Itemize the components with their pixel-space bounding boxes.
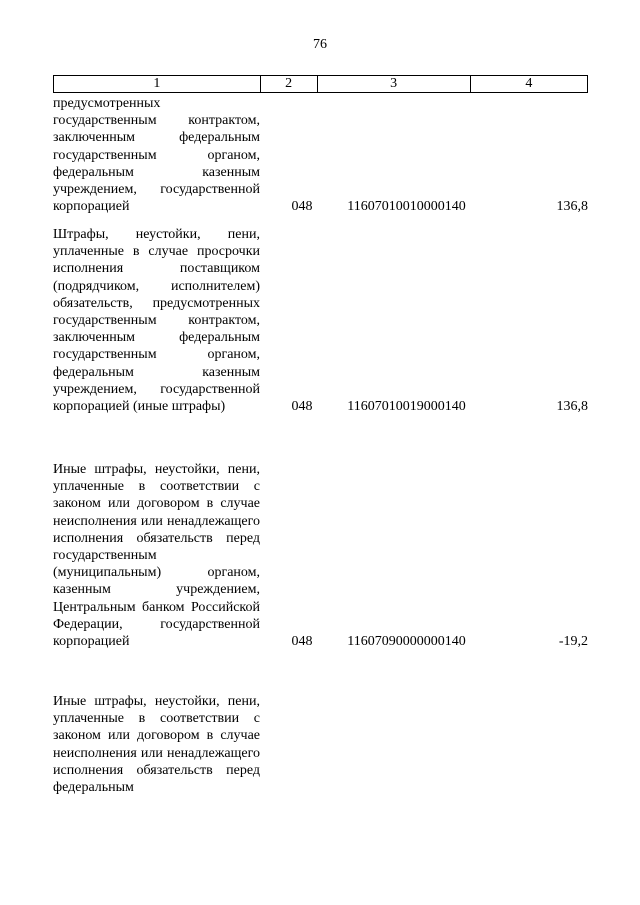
row-code: 048 (291, 634, 313, 650)
row-description: Иные штрафы, неустойки, пени, уплаченные в соответствии с законом или договором в случае неисполнения или ненадлежащего исполнения обязательств перед федеральным (53, 694, 260, 796)
row-description: предусмотренных государственным контрактом, заключенным федеральным государственным органом, федеральным казенным учреждением, государственной корпорацией (53, 96, 260, 215)
row-description: Иные штрафы, неустойки, пени, уплаченные в соответствии с законом или договором в случае неисполнения или ненадлежащего исполнения обязательств перед государственным (муниципальным) органом, казенным учреждением, Центральным банком Российской Федерации, государственной корпорацией (53, 462, 260, 650)
row-description: Штрафы, неустойки, пени, уплаченные в случае просрочки исполнения поставщиком (подрядчиком, исполнителем) обязательств, предусмотренных государственным контрактом, заключенным федеральным государственным органом, федеральным казенным учреждением, государственной корпорацией (иные штрафы) (53, 227, 260, 415)
row-amount: -19,2 (558, 634, 588, 650)
row-code: 048 (291, 199, 313, 215)
column-header-row (54, 76, 588, 93)
column-header-3: 3 (317, 76, 470, 93)
row-amount: 136,8 (556, 199, 588, 215)
table-row (53, 693, 588, 796)
table-row (53, 95, 588, 215)
column-header-4: 4 (470, 76, 587, 93)
column-header-1: 1 (54, 76, 261, 93)
table-row (53, 226, 588, 415)
row-kbk: 11607010010000140 (347, 199, 466, 215)
row-kbk: 11607010019000140 (347, 399, 466, 415)
row-kbk: 11607090000000140 (347, 634, 466, 650)
page-number: 76 (313, 37, 327, 52)
column-header-table (53, 75, 588, 93)
row-code: 048 (291, 399, 313, 415)
column-header-2: 2 (260, 76, 317, 93)
table-row (53, 461, 588, 650)
row-amount: 136,8 (556, 399, 588, 415)
